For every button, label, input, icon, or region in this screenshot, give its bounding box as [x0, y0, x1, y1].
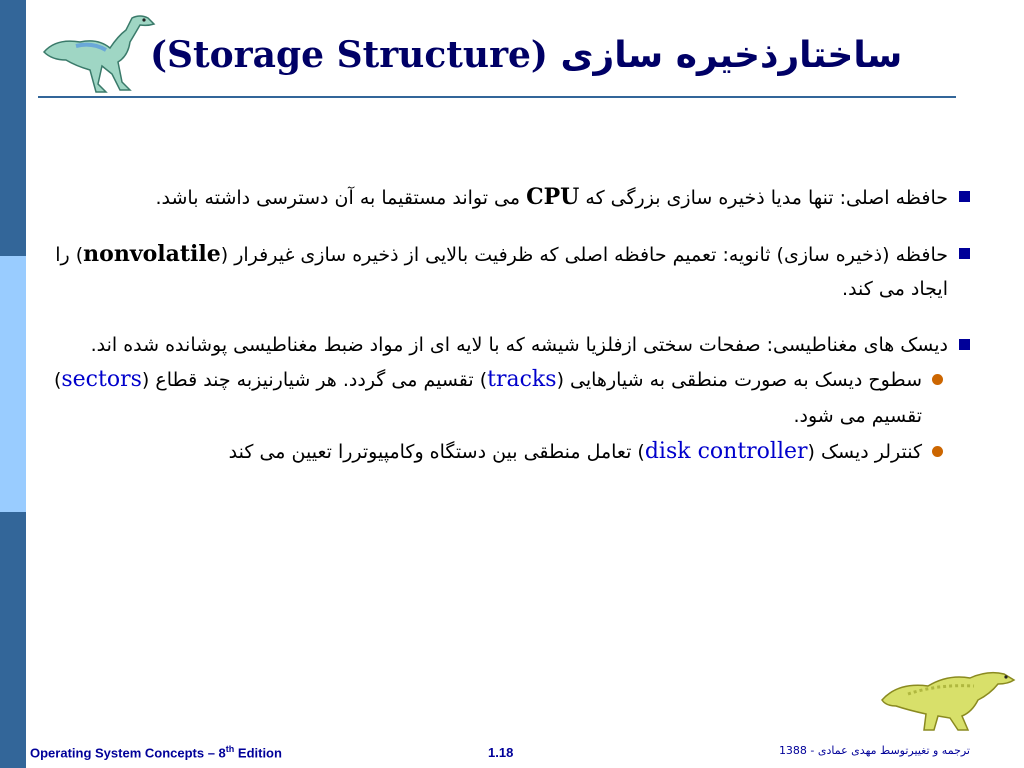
term-tracks: tracks: [487, 367, 557, 392]
text-segment: کنترلر دیسک (: [807, 441, 922, 463]
dinosaur-crouching-icon: [878, 660, 1018, 735]
text-segment: حافظه (ذخیره سازی) ثانویه: تعمیم حافظه اصلی که ظرفیت بالایی از ذخیره سازی غیرفرار (: [220, 244, 948, 266]
footer-page-number: 1.18: [488, 745, 514, 760]
text-segment: حافظه اصلی: تنها مدیا ذخیره سازی بزرگی که: [579, 187, 948, 209]
text-segment: می تواند مستقیما به آن دسترسی داشته باشد.: [155, 187, 527, 209]
footer-book-text: Operating System Concepts – 8: [30, 745, 226, 761]
sub-bullet-disk-controller: [40, 434, 980, 470]
term-disk-controller: disk controller: [644, 439, 808, 464]
footer-book-end: Edition: [234, 745, 282, 761]
text-segment: ) تقسیم می گردد. هر شیارنیزبه چند قطاع (: [141, 369, 488, 391]
bullet-secondary-storage: [40, 237, 980, 306]
dinosaur-standing-icon: [36, 8, 158, 96]
text-segment: دیسک های مغناطیسی: صفحات سختی ازفلزیا شیشه که با لایه ای از مواد ضبط مغناطیسی پوشانده شده اند.: [90, 334, 948, 356]
square-bullet-icon: [959, 339, 970, 350]
square-bullet-icon: [959, 191, 970, 202]
text-segment: ) تقسیم می شود.: [53, 369, 922, 427]
text-segment: ) را ایجاد می کند.: [55, 244, 948, 300]
bullet-main-memory: [40, 180, 980, 215]
text-segment: ) تعامل منطقی بین دستگاه وکامپیوتررا تعیین می کند: [228, 441, 645, 463]
page-title: [150, 34, 903, 76]
term-nonvolatile: nonvolatile: [83, 241, 221, 267]
text-segment: سطوح دیسک به صورت منطقی به شیارهایی (: [556, 369, 922, 391]
square-bullet-icon: [959, 248, 970, 259]
footer-book-title: [30, 744, 282, 760]
round-bullet-icon: [932, 374, 943, 385]
sub-bullet-tracks-sectors: [40, 362, 980, 434]
title-persian: ساختارذخیره سازی: [560, 35, 903, 76]
bullet-magnetic-disks: [40, 328, 980, 362]
sidebar-band-top: [0, 0, 26, 256]
term-cpu: CPU: [526, 184, 580, 210]
sidebar-band-bottom: [0, 512, 26, 768]
sidebar-band-middle: [0, 256, 26, 512]
term-sectors: sectors: [61, 367, 142, 392]
footer-book-sup: th: [225, 744, 235, 754]
slide-body: [40, 180, 980, 470]
title-divider: [38, 96, 956, 98]
footer-credit: ترجمه و تغییرتوسط مهدی عمادی - 1388: [778, 744, 970, 757]
round-bullet-icon: [932, 446, 943, 457]
title-english: (Storage Structure): [150, 34, 548, 76]
